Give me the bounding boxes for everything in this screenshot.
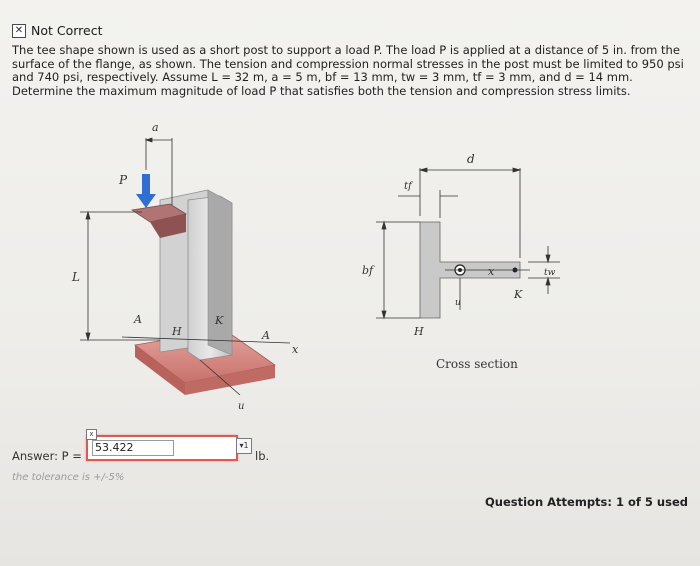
label-x: x bbox=[292, 343, 299, 356]
units-dropdown-button[interactable]: ▾1 bbox=[236, 438, 252, 454]
label-A-right: A bbox=[262, 329, 270, 342]
load-arrow bbox=[136, 174, 156, 208]
answer-field-wrapper bbox=[86, 430, 238, 461]
label-A: A bbox=[134, 313, 142, 326]
question-attempts: Question Attempts: 1 of 5 used bbox=[485, 495, 688, 509]
label-section-axis: u bbox=[455, 298, 461, 308]
label-tw: tw bbox=[544, 268, 556, 278]
problem-statement: The tee shape shown is used as a short post to support a load P. The load P is applied at a distance of 5 in. from the surface of the flange, as shown. The tension and compression normal stresses in the post must be limited to 950 psi and 740 psi, respectively. Assume L = 32 m, a = 5 m, bf = 13 mm, tw = 3 mm, tf = 3 mm, and d = 14 mm. Determine the maximum magnitude of load P that satisfies both the tension and compression stress limits. bbox=[12, 43, 684, 98]
label-L: L bbox=[72, 270, 80, 284]
label-tf: tf bbox=[404, 181, 412, 192]
label-P: P bbox=[119, 173, 128, 187]
dimension-L bbox=[80, 212, 160, 340]
answer-label: Answer: P = bbox=[12, 449, 82, 463]
label-d-text: d bbox=[467, 152, 475, 166]
close-icon: ✕ bbox=[12, 24, 26, 38]
incorrect-flag-icon: x bbox=[86, 429, 97, 440]
label-bottom-axis: u bbox=[238, 401, 245, 412]
label-section-K: K bbox=[514, 288, 523, 301]
label-K: K bbox=[215, 314, 224, 327]
label-section-H: H bbox=[414, 325, 424, 338]
unit-label: lb. bbox=[255, 449, 270, 463]
cross-section-caption: Cross section bbox=[436, 357, 518, 371]
answer-input[interactable] bbox=[92, 440, 174, 456]
tolerance-note: the tolerance is +/-5% bbox=[12, 472, 125, 483]
label-section-x: x bbox=[488, 265, 495, 278]
label-a: a bbox=[152, 121, 159, 134]
load-bracket bbox=[132, 204, 186, 238]
label-bf: bf bbox=[362, 264, 374, 277]
label-H: H bbox=[172, 325, 182, 338]
status-label: Not Correct bbox=[31, 23, 103, 38]
